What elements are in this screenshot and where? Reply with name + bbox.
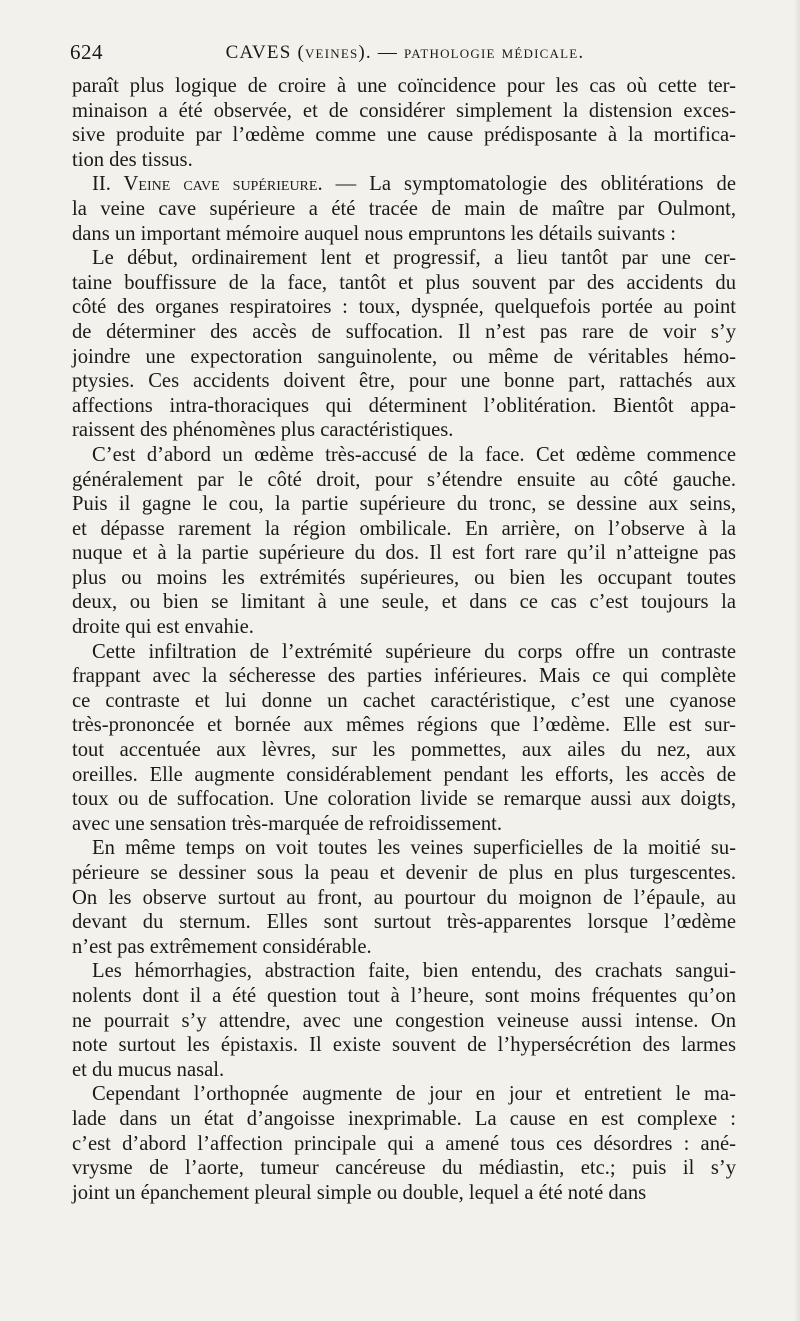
paragraph	[72, 959, 736, 1082]
text-line: et du mucus nasal.	[72, 1058, 225, 1081]
paragraph	[72, 836, 736, 959]
page-header	[60, 40, 750, 70]
text-line: nolents dont il a été question tout à l’heure, sont moins fréquentes qu’on	[72, 984, 736, 1007]
text-line: Le début, ordinairement lent et progressif, a lieu tantôt par une cer-	[92, 247, 736, 270]
text-line: généralement par le côté droit, pour s’étendre ensuite au côté gauche.	[72, 468, 736, 491]
text-line: de déterminer des accès de suffocation. Il n’est pas rare de voir s’y	[72, 320, 736, 343]
page-number: 624	[70, 40, 103, 64]
text-line: Les hémorrhagies, abstraction faite, bien entendu, des crachats sangui-	[92, 960, 736, 983]
text-line: ptysies. Ces accidents doivent être, pour une bonne part, rattachés aux	[72, 370, 736, 393]
text-line: Cependant l’orthopnée augmente de jour en jour et entretient le ma-	[92, 1083, 736, 1106]
text-line: c’est d’abord l’affection principale qui a amené tous ces désordres : ané-	[72, 1132, 736, 1155]
page-edge-shadow	[794, 0, 800, 1321]
paragraph	[72, 172, 736, 246]
text-line: minaison a été observée, et de considérer simplement la distension exces-	[72, 99, 736, 122]
text-line: La symptomatologie des oblitérations de	[369, 173, 736, 196]
text-line: raissent des phénomènes plus caractéristiques.	[72, 419, 454, 442]
text-line: périeure se dessiner sous la peau et devenir de plus en plus turgescentes.	[72, 862, 736, 884]
paragraph	[72, 246, 736, 443]
text-line: joindre une expectoration sanguinolente, ou même de véritables hémo-	[72, 345, 736, 368]
section-heading-line	[72, 172, 736, 197]
text-line: la veine cave supérieure a été tracée de main de maître par Oulmont,	[72, 197, 736, 220]
text-line: côté des organes respiratoires : toux, dyspnée, quelquefois portée au point	[72, 296, 736, 319]
paragraph	[72, 443, 736, 640]
text-line: sive produite par l’œdème comme une cause prédisposante à la mortifica-	[72, 124, 736, 147]
text-line: ne pourrait s’y attendre, avec une congestion veineuse aussi intense. On	[72, 1009, 736, 1032]
text-line: note surtout les épistaxis. Il existe souvent de l’hypersécrétion des larmes	[72, 1034, 736, 1057]
text-line: taine bouffissure de la face, tantôt et plus souvent par des accidents du	[72, 271, 736, 294]
text-line: tout accentuée aux lèvres, sur les pommettes, aux ailes du nez, aux	[72, 739, 736, 762]
text-line: lade dans un état d’angoisse inexprimable. La cause en est complexe :	[72, 1107, 736, 1130]
text-line: Cette infiltration de l’extrémité supérieure du corps offre un contraste	[92, 640, 736, 663]
text-line: Puis il gagne le cou, la partie supérieure du tronc, se dessine aux seins,	[72, 493, 736, 516]
text-line: frappant avec la sécheresse des parties inférieures. Mais ce qui complète	[72, 665, 736, 688]
text-line: joint un épanchement pleural simple ou double, lequel a été noté dans	[72, 1181, 647, 1204]
text-line: plus ou moins les extrémités supérieures, ou bien les occupant toutes	[72, 566, 736, 589]
text-line: deux, ou bien se limitant à une seule, et dans ce cas c’est toujours la	[72, 591, 736, 614]
text-line: ce contraste et lui donne un cachet caractéristique, c’est une cyanose	[72, 689, 736, 712]
text-line: n’est pas extrêmement considérable.	[72, 935, 372, 958]
section-heading: II. Veine cave supérieure. —	[92, 173, 357, 196]
text-line: affections intra-thoraciques qui déterminent l’oblitération. Bientôt appa-	[72, 394, 736, 417]
text-line: C’est d’abord un œdème très-accusé de la face. Cet œdème commence	[92, 443, 736, 466]
text-line: oreilles. Elle augmente considérablement pendant les efforts, les accès de	[72, 763, 736, 786]
running-head: CAVES (veines). — pathologie médicale.	[225, 42, 585, 63]
paragraph	[72, 74, 736, 172]
text-line: paraît plus logique de croire à une coïncidence pour les cas où cette ter-	[72, 75, 736, 97]
paragraph	[72, 640, 736, 837]
text-line: On les observe surtout au front, au pourtour du moignon de l’épaule, au	[72, 886, 736, 909]
body-text	[72, 74, 736, 1205]
paragraph	[72, 1082, 736, 1205]
text-line: nuque et à la partie supérieure du dos. Il est fort rare qu’il n’atteigne pas	[72, 542, 736, 565]
text-line: devant du sternum. Elles sont surtout très-apparentes lorsque l’œdème	[72, 911, 736, 934]
text-line: vrysme de l’aorte, tumeur cancéreuse du médiastin, etc.; puis il s’y	[72, 1157, 736, 1180]
text-line: avec une sensation très-marquée de refroidissement.	[72, 812, 503, 835]
text-line: En même temps on voit toutes les veines superficielles de la moitié su-	[92, 837, 736, 860]
text-line: droite qui est envahie.	[72, 616, 254, 639]
text-line: dans un important mémoire auquel nous empruntons les détails suivants :	[72, 222, 676, 245]
text-line: très-prononcée et bornée aux mêmes régions que l’œdème. Elle est sur-	[72, 714, 736, 737]
text-line: tion des tissus.	[72, 148, 193, 171]
text-line: et dépasse rarement la région ombilicale. En arrière, on l’observe à la	[72, 517, 736, 540]
text-line: toux ou de suffocation. Une coloration livide se remarque aussi aux doigts,	[72, 788, 736, 811]
